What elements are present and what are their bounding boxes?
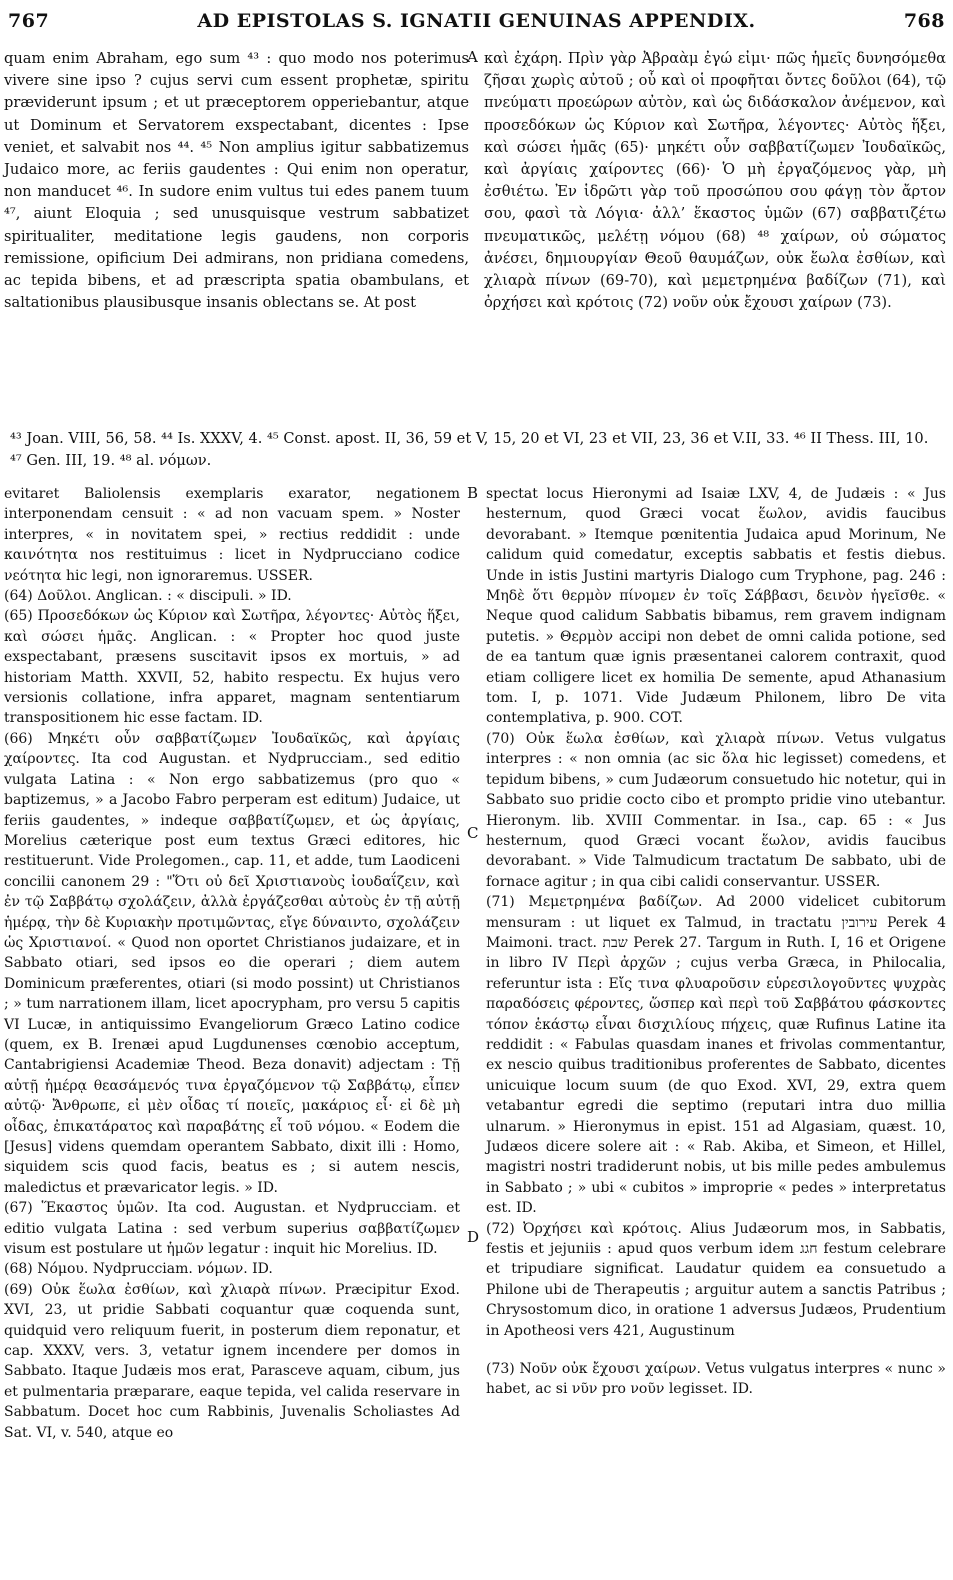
note-paragraph: spectat locus Hieronymi ad Isaiæ LXV, 4, de Judæis : « Jus hesternum, quod Græci vocat ἕωλον, avidis faucibus devorabant. » Itemque pœnitentia Judaica apud Morinum, Ne calidum quid comedatur, exceptis sabbatis et festis diebus. Unde in istis Justini martyris Dialogo cum Tryphone, pag. 246 : Μηδὲ ὅτι θερμὸν πίνομεν ἐν τοῖς Σάββασι, δεινὸν ἡγεῖσθε. « Neque quod calidum Sabbatis bibamus, rem gravem indignam putetis. » Θερμὸν accipi non debet de omni calida potione, sed de ea tantum quæ ignis præsentanei calorem contraxit, quod etiam colligere licet ex homilia De semente, apud Athanasium tom. I, p. 1071. Vide Judæum Philonem, libro De vita contemplativa, p. 900. COT. — [486, 486, 946, 727]
references-text: ⁴³ Joan. VIII, 56, 58. ⁴⁴ Is. XXXV, 4. ⁴⁵ Const. apost. II, 36, 59 et V, 15, 20 et VI, 23 et VII, 23, 36 et V.II, 33. ⁴⁶ II Thess. III, 10. ⁴⁷ Gen. III, 19. ⁴⁸ al. νόμων. — [10, 430, 929, 469]
page-header — [8, 10, 945, 36]
greek-paragraph: καὶ ἐχάρη. Πρὶν γὰρ Ἀβραὰμ ἐγώ εἰμι· πῶς ἡμεῖς δυνησόμεθα ζῆσαι χωρὶς αὐτοῦ ; οὗ καὶ οἱ προφῆται ὄντες δοῦλοι (64), τῷ πνεύματι προεώρων αὐτὸν, καὶ ὡς διδάσκαλον ἀνέμενον, καὶ προσεδόκων ὡς Κύριον καὶ Σωτῆρα, λέγοντες· Αὐτὸς ἥξει, καὶ σώσει ἡμᾶς (65)· μηκέτι οὖν σαββατίζωμεν Ἰουδαϊκῶς, καὶ ἀργίαις χαίροντες (66)· Ὁ μὴ ἐργαζόμενος γὰρ, μὴ ἐσθιέτω. Ἐν ἱδρῶτι γὰρ τοῦ προσώπου σου φάγῃ τὸν ἄρτον σου, φασὶ τὰ Λόγια· ἀλλ’ ἕκαστος ὑμῶν (67) σαββατιζέτω πνευματικῶς, μελέτῃ νόμου (68) ⁴⁸ χαίρων, οὐ σώματος ἀνέσει, δημιουργίαν Θεοῦ θαυμάζων, οὐκ ἕωλα ἐσθίων, καὶ χλιαρὰ πίνων (69-70), καὶ μεμετρημένα βαδίζων (71), καὶ ὀρχήσει καὶ κρότοις (72) νοῦν οὐκ ἔχουσι χαίρων (73). — [484, 50, 946, 312]
note-71: (71) Μεμετρημένα βαδίζων. Ad 2000 videlicet cubitorum mensuram : ut liquet ex Talmud, in tractatu עירובין Perek 4 Maimoni. tract. שבת Perek 27. Targum in Ruth. I, 16 et Origene in libro IV Περὶ ἀρχῶν ; cujus verba Græca, in Philocalia, referuntur ista : Εἴς τινα φλυαροῦσιν εὑρεσιλογοῦντες ψυχρὰς παραδόσεις φέροντες, ὥσπερ καὶ περὶ τοῦ Σαββάτου φάσκοντες τόπον ἑκάστῳ εἶναι δισχιλίους πήχεις, quæ Rufinus Latine ita reddidit : « Fabulas quasdam inanes et frivolas commentantur, ex nescio quibus traditionibus proferentes de Sabbato, dicentes unicuique locum suum (de quo Exod. XVI, 29, extra quem vetabantur egredi die septimo (reputari intra duo millia ulnarum. » Hieronymus in epist. 151 ad Algasiam, quæst. 10, Judæos dicere solere ait : « Rab. Akiba, et Simeon, et Hillel, magistri nostri tradiderunt nobis, ut bis mille pedes ambulemus in Sabbato ; » ubi « cubitos » improprie « pedes » interpretatus est. ID. — [486, 894, 946, 1217]
note-70: (70) Οὐκ ἕωλα ἐσθίων, καὶ χλιαρὰ πίνων. Vetus vulgatus interpres : « non omnia (ac sic ὅλα hic legisset) comedens, et tepidum bibens, » cum Judæorum consuetudo hic notetur, qui in Sabbato suo pridie cocto cibo et prompto pridie vino utebantur. Hieronym. lib. XVIII Commentar. in Isa., cap. 65 : « Jus hesternum, quod Græci vocant ἕωλον, avidis faucibus devorabant. » Vide Talmudicum tractatum De sabbato, ubi de fornace agitur ; in qua cibi calidi conservantur. USSER. — [486, 730, 946, 890]
running-title: AD EPISTOLAS S. IGNATII GENUINAS APPENDIX. — [197, 10, 756, 32]
page-number-right: 768 — [903, 10, 945, 32]
margin-marker-b: B — [467, 484, 479, 502]
margin-marker-a: A — [467, 48, 478, 66]
margin-marker-c: C — [467, 824, 479, 842]
note-65: (65) Προσεδόκων ὡς Κύριον καὶ Σωτῆρα, λέγοντες· Αὐτὸς ἥξει, καὶ σώσει ἡμᾶς. Anglican. : « Propter hoc quod juste exspectabant, præsens suscitavit ipsos ex mortuis, » ad historiam Matth. XXVII, 52, habito respectu. Ex hujus vero versionis collatione, infra apparet, magnam sententiarum transpositionem hic esse factam. ID. — [4, 608, 460, 727]
note-73: (73) Νοῦν οὐκ ἔχουσι χαίρων. Vetus vulgatus interpres « nunc » habet, ac si νῦν pro νοῦν legisset. ID. — [486, 1361, 946, 1398]
page-number-left: 767 — [8, 10, 50, 32]
greek-text-column — [484, 48, 946, 314]
note-64: (64) Δοῦλοι. Anglican. : « discipuli. » ID. — [4, 588, 292, 605]
latin-paragraph: quam enim Abraham, ego sum ⁴³ : quo modo nos poterimus vivere sine ipso ? cujus servi cum essent prophetæ, spiritu præviderunt ipsum ; et ut præceptorem opperiebantur, atque ut Dominum et Servatorem exspectabant, dicentes : Ipse veniet, et salvabit nos ⁴⁴. ⁴⁵ Non amplius igitur sabbatizemus Judaico more, ac feriis gaudentes : Qui enim non operatur, non manducet ⁴⁶. In sudore enim vultus tui edes panem tuum ⁴⁷, aiunt Eloquia ; sed unusquisque vestrum sabbatizet spiritualiter, meditatione legis gaudens, non corporis remissione, opificium Dei admirans, non pridiana comedens, ac tepida bibens, et ad præscripta spatia obambulans, et saltationibus plausibusque insanis oblectans se. At post — [4, 50, 469, 312]
note-67: (67) Ἕκαστος ὑμῶν. Ita cod. Augustan. et Nydprucciam. et editio vulgata Latina : sed verbum superius σαββατίζωμεν visum est postulare ut ἡμῶν legatur : inquit hic Morelius. ID. — [4, 1200, 460, 1258]
notes-left-column — [4, 484, 460, 1443]
note-72: (72) Ὀρχήσει καὶ κρότοις. Alius Judæorum mos, in Sabbatis, festis et jejuniis : apud quos verbum idem חגג festum celebrare et tripudiare significat. Laudatur quidem ea consuetudo a Philone ubi de Therapeutis ; arguitur autem a sanctis Patribus ; Chrysostomum dico, in oratione 1 adversus Judæos, Prudentium in Apotheosi vers 421, Augustinum — [486, 1220, 946, 1339]
note-66: (66) Μηκέτι οὖν σαββατίζωμεν Ἰουδαϊκῶς, καὶ ἀργίαις χαίροντες. Ita cod Augustan. et Nydprucciam., sed editio vulgata Latina : « Non ergo sabbatizemus (pro quo « baptizemus, » a Jacobo Fabro perperam est editum) Judaice, ut feriis gaudentes, » indeque σαββατίζωμεν, et ὡς ἀργίαις, Morelius cæterique post eum textus Græci editores, hic restituerunt. Vide Prolegomen., cap. 11, et adde, tum Laodiceni concilii canonem 29 : "Ὅτι οὐ δεῖ Χριστιανοὺς ἰουδαΐζειν, καὶ ἐν τῷ Σαββάτῳ σχολάζειν, ἀλλὰ ἐργάζεσθαι αὐτοὺς ἐν τῇ αὐτῇ ἡμέρᾳ, τὴν δὲ Κυριακὴν προτιμῶντας, εἴγε δύναιντο, σχολάζειν ὡς Χριστιανοί. « Quod non oportet Christianos judaizare, et in Sabbato otiari, sed ipsos eo die operari ; diem autem Dominicum præferentes, otiari (si modo possint) ut Christianos ; » tum narrationem illam, licet apocrypham, pro versu 5 capitis VI Lucæ, in antiquissimo Evangeliorum Græco Latino codice (quem, ex B. Irenæi apud Lugdunenses cœnobio acceptum, Cantabrigiensi Academiæ Theod. Beza donavit) adjectam : Τῇ αὐτῇ ἡμέρᾳ θεασάμενός τινα ἐργαζόμενον τῷ Σαββάτῳ, εἶπεν αὐτῷ· Ἄνθρωπε, εἰ μὲν οἶδας τί ποιεῖς, μακάριος εἶ· εἰ δὲ μὴ οἶδας, ἐπικατάρατος καὶ παραβάτης εἶ τοῦ νόμου. « Eodem die [Jesus] videns quemdam operantem Sabbato, dixit illi : Homo, siquidem scis quod facis, beatus es ; si autem nescis, maledictus et prævaricator legis. » ID. — [4, 730, 460, 1196]
margin-marker-d: D — [467, 1228, 480, 1246]
notes-right-column — [486, 484, 946, 1400]
note-68: (68) Νόμου. Nydprucciam. νόμων. ID. — [4, 1261, 273, 1278]
note-paragraph: evitaret Baliolensis exemplaris exarator, negationem interponendam censuit : « ad non vacuam spem. » Noster interpres, « in novitatem spei, » rectius reddidit : unde καινότητα nos restituimus : licet in Nydprucciano codice νεότητα hic legi, non ignoraremus. USSER. — [4, 486, 460, 584]
note-69: (69) Οὐκ ἕωλα ἐσθίων, καὶ χλιαρὰ πίνων. Præcipitur Exod. XVI, 23, ut pridie Sabbati coquantur quæ coquenda sunt, quidquid vero reliquum fuerit, in posterum diem reponatur, et cap. XXXV, vers. 3, vetatur ignem incendere per domos in Sabbato. Itaque Judæis mos erat, Parasceve aquam, cibum, jus et pulmentaria præparare, eaque tepida, vel calida reservare in Sabbatum. Docet hoc cum Rabbinis, Juvenalis Scholiastes Ad Sat. VI, v. 540, atque eo — [4, 1281, 460, 1441]
scripture-references — [10, 428, 942, 472]
latin-text-column — [4, 48, 469, 314]
